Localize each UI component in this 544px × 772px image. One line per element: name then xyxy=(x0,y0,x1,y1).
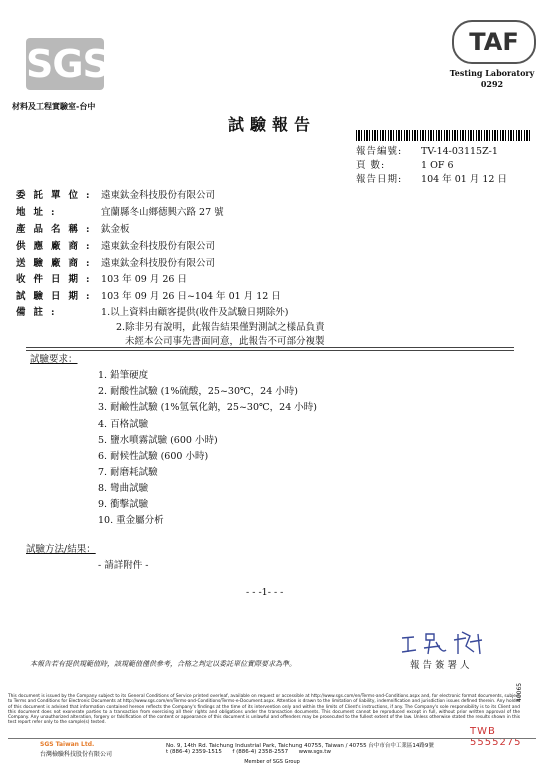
page-count: 1 OF 6 xyxy=(421,160,454,171)
footer-phone: t (886-4) 2359-1515 xyxy=(166,749,222,755)
footer-note: 本報告若有提供規範值時，該規範值僅供參考，合格之判定以委託單位實際要求為準。 xyxy=(30,660,296,668)
report-number: TV-14-03115Z-1 xyxy=(421,146,498,157)
field-label: 送驗廠商: xyxy=(16,258,98,269)
field-client xyxy=(16,187,215,201)
disclaimer: This document is issued by the Company subject to its General Conditions of Service printed overleaf, available on request or accessible at http://www.sgs.com/en/Terms-and-Conditions.aspx and, for electronic format documents, subject to Terms and Conditions for Electronic Documents at http://www.sgs.com/en/Terms-and-Conditions/Terms-e-Document.aspx. Attention is drawn to the limitation of liability, indemnification and jurisdiction issues defined therein. Any holder of this document is advised that information contained hereon reflects the Company's findings at the time of its intervention only and within the limits of Client's instructions, if any. The Company's sole responsibility is to its Client and this document does not exonerate parties to a transaction from exercising all their rights and obligations under the transaction documents. This document cannot be reproduced except in full, without prior written approval of the Company. Any unauthorized alteration, forgery or falsification of the content or appearance of this document is unlawful and offenders may be prosecuted to the fullest extent of the law. Unless otherwise stated the results shown in this test report refer only to the sample(s) tested. xyxy=(8,694,520,726)
field-received-date xyxy=(16,271,187,285)
list-item: 2. 耐酸性試驗 (1%硫酸，25~30℃，24 小時) xyxy=(98,386,298,397)
field-value: 103 年 09 月 26 日 xyxy=(101,274,187,285)
footer-member: Member of SGS Group xyxy=(244,759,300,765)
field-value: 宜蘭縣冬山鄉德興六路 27 號 xyxy=(101,207,224,218)
report-date-row xyxy=(356,171,507,185)
field-submitter xyxy=(16,255,215,269)
report-date: 104 年 01 月 12 日 xyxy=(421,174,507,185)
field-remarks xyxy=(16,304,289,318)
field-supplier xyxy=(16,238,215,252)
footer-company-zh: 台灣檢驗科技股份有限公司 xyxy=(40,751,113,758)
lab-name: 材料及工程實驗室-台中 xyxy=(12,101,96,111)
list-item: 9. 衝擊試驗 xyxy=(98,499,149,510)
field-product xyxy=(16,221,130,235)
footer-company-en: SGS Taiwan Ltd. xyxy=(40,741,95,748)
field-value: 鈦金板 xyxy=(101,224,130,235)
method-title: 試驗方法/結果： xyxy=(26,544,96,555)
report-title: 試驗報告 xyxy=(227,115,316,134)
report-number-row xyxy=(356,143,498,157)
remark-line-3: 未經本公司事先書面同意，此報告不可部分複製 xyxy=(125,336,325,347)
taf-accreditation xyxy=(440,68,544,90)
field-label: 產品名稱: xyxy=(16,224,98,235)
footer-fax: f (886-4) 2358-2557 xyxy=(232,749,289,755)
footer-web: www.sgs.tw xyxy=(298,749,331,755)
taf-number: 0292 xyxy=(480,79,504,89)
footer-divider xyxy=(8,738,536,739)
taf-logo: TAF xyxy=(452,20,536,64)
divider xyxy=(26,347,514,351)
page-count-row xyxy=(356,157,454,171)
field-value: 遠東鈦金科技股份有限公司 xyxy=(101,258,216,269)
field-address xyxy=(16,204,224,218)
list-item: 1. 鉛筆硬度 xyxy=(98,370,149,381)
sgs-logo: SGS xyxy=(26,38,104,90)
list-item: 5. 鹽水噴霧試驗 (600 小時) xyxy=(98,435,218,446)
footer-contact xyxy=(166,749,331,755)
report-date-label: 報告日期: xyxy=(356,174,403,185)
side-code: 40065 xyxy=(516,682,523,702)
method-note: - 請詳附件 - xyxy=(98,560,149,571)
taf-label-text: Testing Laboratory xyxy=(449,68,535,78)
field-value: 1.以上資料由顧客提供(收件及試驗日期除外) xyxy=(101,307,289,318)
list-item: 6. 耐候性試驗 (600 小時) xyxy=(98,451,209,462)
signatory-label: 報告簽署人 xyxy=(410,660,473,671)
page-marker: - - -1- - - xyxy=(246,587,284,598)
remark-line-2: 2.除非另有說明，此報告結果僅對測試之樣品負責 xyxy=(116,322,325,333)
footer-address: No. 9, 14th Rd. Taichung Industrial Park, Taichung 40755, Taiwan / 40755 台中市台中工業區14路9號 xyxy=(166,743,434,749)
list-item: 3. 耐鹼性試驗 (1%氫氧化鈉，25~30℃，24 小時) xyxy=(98,402,317,413)
list-item: 8. 彎曲試驗 xyxy=(98,483,149,494)
page-count-label: 頁 數: xyxy=(356,160,386,171)
list-item: 10. 重金屬分析 xyxy=(98,515,164,526)
list-item: 4. 百格試驗 xyxy=(98,419,149,430)
field-label: 供應廠商: xyxy=(16,241,98,252)
requirements-title: 試驗要求： xyxy=(30,354,78,365)
field-value: 遠東鈦金科技股份有限公司 xyxy=(101,190,216,201)
field-label: 收件日期: xyxy=(16,274,98,285)
report-number-label: 報告編號: xyxy=(356,146,403,157)
list-item: 7. 耐磨耗試驗 xyxy=(98,467,158,478)
reference-code: TWB 5555275 xyxy=(470,726,522,748)
field-label: 委託單位: xyxy=(16,190,98,201)
signature-image xyxy=(400,628,490,658)
field-label: 試驗日期: xyxy=(16,291,98,302)
field-label: 地址: xyxy=(16,207,63,218)
field-value: 遠東鈦金科技股份有限公司 xyxy=(101,241,216,252)
field-test-date xyxy=(16,288,281,302)
field-value: 103 年 09 月 26 日~104 年 01 月 12 日 xyxy=(101,291,281,302)
barcode xyxy=(356,130,532,141)
field-label: 備註: xyxy=(16,307,63,318)
